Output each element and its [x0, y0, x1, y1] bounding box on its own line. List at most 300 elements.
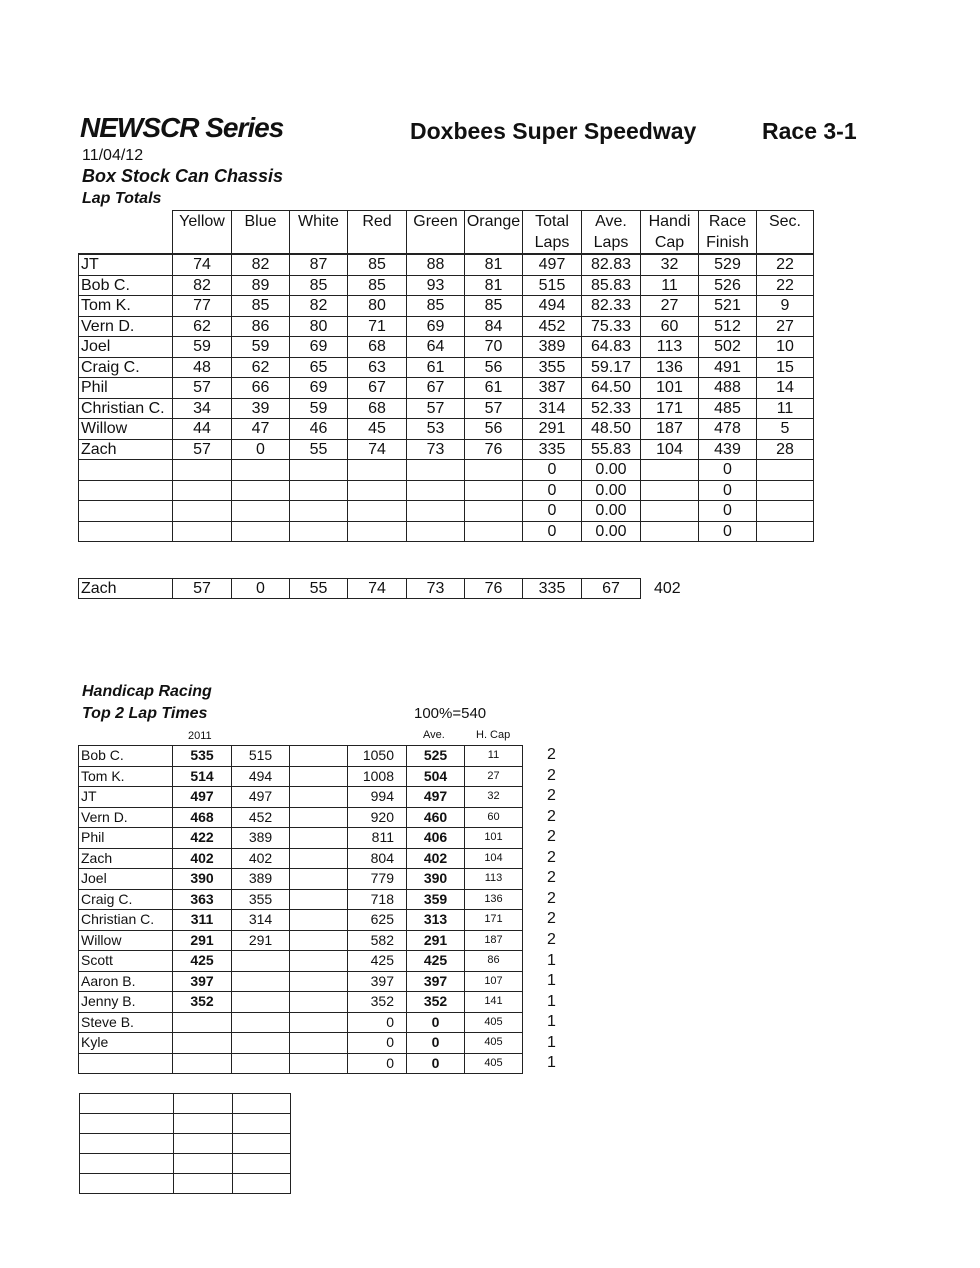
table-cell: [407, 501, 465, 522]
table-cell: 85.83: [582, 275, 641, 296]
table-cell: 389: [232, 869, 290, 890]
table-cell: 390: [407, 869, 465, 890]
col-hcap-label: H. Cap: [476, 729, 511, 741]
table-cell: 81: [465, 254, 523, 275]
header-blank: [79, 211, 173, 255]
table-cell: 82.33: [582, 296, 641, 317]
table-row: [79, 869, 523, 890]
column-header: [582, 211, 641, 255]
table-cell: [407, 460, 465, 481]
table-cell: 68: [348, 337, 407, 358]
table-row: [79, 1053, 523, 1074]
table-cell: 0: [699, 460, 757, 481]
driver-name: Kyle: [79, 1033, 173, 1054]
table-cell: 75.33: [582, 316, 641, 337]
table-row: [80, 1154, 291, 1174]
table-cell: [290, 460, 348, 481]
driver-name: Christian C.: [79, 910, 173, 931]
table-cell: 515: [523, 275, 582, 296]
table-row: [80, 1174, 291, 1194]
column-header-line: Orange: [466, 213, 521, 230]
table-cell: 27: [641, 296, 699, 317]
table-cell: 397: [348, 971, 407, 992]
table-cell: [348, 480, 407, 501]
table-cell: 136: [465, 889, 523, 910]
table-cell: 71: [348, 316, 407, 337]
table-cell: [641, 521, 699, 542]
race-number: Race 3-1: [762, 118, 857, 144]
table-cell: 85: [465, 296, 523, 317]
table-cell: 55: [290, 579, 348, 599]
table-cell: 0: [407, 1033, 465, 1054]
table-cell: [465, 521, 523, 542]
table-row: [79, 378, 814, 399]
table-cell: 76: [465, 439, 523, 460]
table-row: [79, 501, 814, 522]
table-cell: 1050: [348, 746, 407, 767]
driver-name: Tom K.: [79, 296, 173, 317]
table-cell: 0.00: [582, 521, 641, 542]
table-cell: 920: [348, 807, 407, 828]
table-cell: 104: [641, 439, 699, 460]
table-cell: 60: [641, 316, 699, 337]
column-header-line: Green: [413, 213, 458, 230]
table-cell: 171: [641, 398, 699, 419]
table-cell: [290, 746, 348, 767]
table-cell: 402: [407, 848, 465, 869]
column-header-line: Ave.: [595, 213, 627, 230]
table-cell: 87: [290, 254, 348, 275]
driver-name: Scott: [79, 951, 173, 972]
table-cell: [290, 971, 348, 992]
handicap-percent: 100%=540: [414, 705, 487, 722]
table-row: [79, 521, 814, 542]
driver-name: JT: [79, 787, 173, 808]
table-cell: 57: [173, 579, 232, 599]
table-cell: [290, 521, 348, 542]
table-cell: 355: [523, 357, 582, 378]
zach-extra-value: 402: [654, 580, 681, 597]
table-cell: 32: [465, 787, 523, 808]
table-cell: 359: [407, 889, 465, 910]
table-cell: 11: [757, 398, 814, 419]
col-ave-label: Ave.: [423, 729, 445, 741]
table-cell: [290, 807, 348, 828]
race-count: 1: [547, 951, 556, 969]
column-header-line: White: [298, 213, 339, 230]
table-cell: 0.00: [582, 501, 641, 522]
table-cell: 0: [407, 1053, 465, 1074]
table-cell: [290, 1053, 348, 1074]
table-cell: 478: [699, 419, 757, 440]
table-cell: 314: [232, 910, 290, 931]
driver-name: [79, 460, 173, 481]
column-header-line: Total: [535, 213, 569, 230]
header-row: [79, 211, 814, 255]
table-cell: [290, 1033, 348, 1054]
column-header-line: Red: [362, 213, 392, 230]
table-row: [79, 316, 814, 337]
table-cell: 352: [407, 992, 465, 1013]
table-cell: [641, 501, 699, 522]
table-row: [80, 1114, 291, 1134]
table-cell: [173, 1053, 232, 1074]
table-cell: [290, 766, 348, 787]
table-cell: 497: [407, 787, 465, 808]
table-cell: 0.00: [582, 480, 641, 501]
table-cell: 994: [348, 787, 407, 808]
table-cell: 60: [465, 807, 523, 828]
table-row: [80, 1094, 291, 1114]
table-cell: 352: [173, 992, 232, 1013]
column-header: [757, 211, 814, 255]
table-cell: 521: [699, 296, 757, 317]
race-class: Box Stock Can Chassis: [82, 166, 284, 186]
table-cell: [173, 1033, 232, 1054]
table-cell: 535: [173, 746, 232, 767]
table-cell: [173, 1012, 232, 1033]
table-cell: 402: [173, 848, 232, 869]
table-cell: 82: [173, 275, 232, 296]
column-header-line: Handi: [648, 213, 691, 230]
table-cell: 47: [232, 419, 290, 440]
driver-name: Bob C.: [79, 746, 173, 767]
table-cell: 44: [173, 419, 232, 440]
driver-name: Jenny B.: [79, 992, 173, 1013]
race-count: 2: [547, 766, 556, 784]
column-header: [641, 211, 699, 255]
table-row: [79, 275, 814, 296]
table-row: [79, 398, 814, 419]
table-cell: 67: [407, 378, 465, 399]
driver-name: Aaron B.: [79, 971, 173, 992]
table-cell: 582: [348, 930, 407, 951]
race-count: 2: [547, 746, 556, 763]
table-cell: 0: [699, 480, 757, 501]
table-cell: 84: [465, 316, 523, 337]
table-row: [79, 296, 814, 317]
table-cell: 313: [407, 910, 465, 931]
table-cell: 80: [290, 316, 348, 337]
table-cell: [173, 480, 232, 501]
table-cell: 89: [232, 275, 290, 296]
column-header: [465, 211, 523, 255]
column-header-line: Laps: [534, 234, 570, 251]
table-cell: 512: [699, 316, 757, 337]
track-name: Doxbees Super Speedway: [410, 118, 697, 144]
table-cell: 494: [523, 296, 582, 317]
lap-totals-table: [78, 210, 814, 542]
table-cell: [232, 1053, 290, 1074]
table-cell: 291: [232, 930, 290, 951]
race-count: 2: [547, 869, 556, 887]
table-cell: [757, 501, 814, 522]
table-cell: 425: [407, 951, 465, 972]
table-cell: 64.50: [582, 378, 641, 399]
table-cell: 0: [348, 1033, 407, 1054]
table-cell: [290, 848, 348, 869]
table-cell: [465, 480, 523, 501]
table-cell: 67: [582, 579, 641, 599]
table-cell: 0: [699, 501, 757, 522]
race-count: 1: [547, 1033, 556, 1051]
table-row: [79, 419, 814, 440]
race-count: 1: [547, 992, 556, 1010]
table-cell: 0: [232, 439, 290, 460]
driver-name: Christian C.: [79, 398, 173, 419]
table-cell: 69: [407, 316, 465, 337]
table-cell: 77: [173, 296, 232, 317]
table-cell: 69: [290, 337, 348, 358]
race-count: 2: [547, 807, 556, 825]
table-cell: 56: [465, 357, 523, 378]
table-cell: 74: [173, 254, 232, 275]
column-header: [348, 211, 407, 255]
table-cell: [290, 930, 348, 951]
table-cell: 525: [407, 746, 465, 767]
driver-name: Zach: [79, 848, 173, 869]
column-header-line: Cap: [654, 234, 685, 251]
table-cell: 439: [699, 439, 757, 460]
table-cell: 10: [757, 337, 814, 358]
table-cell: 74: [348, 579, 407, 599]
table-cell: 61: [407, 357, 465, 378]
table-cell: 62: [232, 357, 290, 378]
table-cell: 113: [465, 869, 523, 890]
table-cell: 811: [348, 828, 407, 849]
table-cell: 11: [641, 275, 699, 296]
handicap-subtitle: Top 2 Lap Times: [82, 705, 208, 722]
table-cell: 82: [232, 254, 290, 275]
table-cell: 27: [757, 316, 814, 337]
table-cell: 32: [641, 254, 699, 275]
table-cell: 57: [173, 439, 232, 460]
handicap-table: [78, 745, 523, 1074]
table-cell: 491: [699, 357, 757, 378]
table-cell: 425: [348, 951, 407, 972]
table-cell: 74: [348, 439, 407, 460]
column-header: [290, 211, 348, 255]
table-cell: [290, 889, 348, 910]
table-cell: 52.33: [582, 398, 641, 419]
table-cell: 1008: [348, 766, 407, 787]
driver-name: Tom K.: [79, 766, 173, 787]
table-cell: [407, 480, 465, 501]
table-cell: 86: [465, 951, 523, 972]
table-cell: 81: [465, 275, 523, 296]
table-cell: [173, 460, 232, 481]
table-cell: 335: [523, 579, 582, 599]
table-cell: 85: [290, 275, 348, 296]
table-cell: 502: [699, 337, 757, 358]
table-cell: 68: [348, 398, 407, 419]
table-cell: 14: [757, 378, 814, 399]
column-header-line: Laps: [593, 234, 629, 251]
table-cell: 73: [407, 439, 465, 460]
table-cell: [348, 521, 407, 542]
table-cell: [641, 460, 699, 481]
table-cell: [232, 971, 290, 992]
table-cell: 65: [290, 357, 348, 378]
driver-name: [79, 521, 173, 542]
table-cell: 515: [232, 746, 290, 767]
race-count: 2: [547, 889, 556, 907]
table-cell: 136: [641, 357, 699, 378]
column-header: [173, 211, 232, 255]
driver-name: Zach: [79, 439, 173, 460]
table-row: [79, 1012, 523, 1033]
table-cell: 494: [232, 766, 290, 787]
table-cell: 64: [407, 337, 465, 358]
table-cell: 514: [173, 766, 232, 787]
table-cell: 352: [348, 992, 407, 1013]
table-row: [79, 254, 814, 275]
table-cell: [232, 992, 290, 1013]
driver-name: Phil: [79, 828, 173, 849]
table-cell: [641, 480, 699, 501]
table-cell: 141: [465, 992, 523, 1013]
table-cell: [465, 460, 523, 481]
table-cell: 64.83: [582, 337, 641, 358]
table-cell: 57: [407, 398, 465, 419]
table-cell: 625: [348, 910, 407, 931]
table-cell: 85: [407, 296, 465, 317]
table-cell: 69: [290, 378, 348, 399]
table-cell: 57: [173, 378, 232, 399]
table-cell: 101: [641, 378, 699, 399]
table-cell: 55.83: [582, 439, 641, 460]
table-cell: 11: [465, 746, 523, 767]
table-cell: 389: [523, 337, 582, 358]
table-row: [79, 828, 523, 849]
table-cell: 497: [173, 787, 232, 808]
table-cell: 93: [407, 275, 465, 296]
table-cell: 291: [407, 930, 465, 951]
table-cell: 422: [173, 828, 232, 849]
driver-name: Craig C.: [79, 889, 173, 910]
table-cell: [290, 992, 348, 1013]
handicap-title: Handicap Racing: [82, 683, 212, 700]
column-header-line: Race: [708, 213, 747, 230]
table-cell: 59: [173, 337, 232, 358]
column-header: [407, 211, 465, 255]
table-cell: 425: [173, 951, 232, 972]
table-cell: [290, 910, 348, 931]
table-cell: 335: [523, 439, 582, 460]
table-cell: [348, 501, 407, 522]
driver-name: Vern D.: [79, 807, 173, 828]
table-cell: [290, 828, 348, 849]
col-2011-label: 2011: [188, 730, 212, 742]
column-header-line: Blue: [244, 213, 277, 230]
table-cell: 363: [173, 889, 232, 910]
table-row: [79, 889, 523, 910]
table-cell: 61: [465, 378, 523, 399]
table-cell: [232, 480, 290, 501]
zach-recalc-table: [78, 578, 641, 599]
table-cell: 485: [699, 398, 757, 419]
race-count: 2: [547, 930, 556, 948]
table-cell: 718: [348, 889, 407, 910]
table-cell: 27: [465, 766, 523, 787]
driver-name: Zach: [79, 579, 173, 599]
table-cell: 402: [232, 848, 290, 869]
table-cell: 452: [523, 316, 582, 337]
table-row: [79, 910, 523, 931]
table-cell: 387: [523, 378, 582, 399]
table-cell: 76: [465, 579, 523, 599]
table-cell: 28: [757, 439, 814, 460]
table-cell: 389: [232, 828, 290, 849]
table-cell: [290, 869, 348, 890]
table-row: [79, 460, 814, 481]
table-row: [79, 439, 814, 460]
column-header-line: Finish: [706, 234, 749, 251]
table-cell: 460: [407, 807, 465, 828]
race-count: 2: [547, 910, 556, 928]
table-cell: 0: [523, 480, 582, 501]
table-cell: 0: [232, 579, 290, 599]
table-cell: 405: [465, 1053, 523, 1074]
table-cell: [757, 460, 814, 481]
table-cell: 48.50: [582, 419, 641, 440]
driver-name: Joel: [79, 337, 173, 358]
table-cell: 187: [465, 930, 523, 951]
table-cell: 0: [348, 1053, 407, 1074]
race-count: 2: [547, 787, 556, 805]
driver-name: [79, 480, 173, 501]
table-cell: 53: [407, 419, 465, 440]
table-cell: [232, 951, 290, 972]
table-cell: 82.83: [582, 254, 641, 275]
driver-name: [79, 501, 173, 522]
race-count: 2: [547, 828, 556, 846]
table-cell: [290, 1012, 348, 1033]
table-cell: [348, 460, 407, 481]
table-cell: 504: [407, 766, 465, 787]
table-cell: [232, 460, 290, 481]
table-row: [79, 951, 523, 972]
table-cell: 101: [465, 828, 523, 849]
column-header: [699, 211, 757, 255]
table-row: [79, 357, 814, 378]
table-cell: 355: [232, 889, 290, 910]
table-row: [79, 848, 523, 869]
race-count: 1: [547, 1013, 556, 1031]
table-cell: [173, 501, 232, 522]
table-cell: 497: [232, 787, 290, 808]
table-cell: 88: [407, 254, 465, 275]
table-row: [79, 992, 523, 1013]
table-cell: [232, 521, 290, 542]
driver-name: JT: [79, 254, 173, 275]
table-cell: 56: [465, 419, 523, 440]
table-cell: 104: [465, 848, 523, 869]
driver-name: Phil: [79, 378, 173, 399]
table-cell: 46: [290, 419, 348, 440]
table-cell: 22: [757, 254, 814, 275]
table-cell: 9: [757, 296, 814, 317]
table-cell: 488: [699, 378, 757, 399]
table-cell: 405: [465, 1033, 523, 1054]
table-cell: 526: [699, 275, 757, 296]
table-cell: 85: [348, 254, 407, 275]
column-header-line: Yellow: [179, 213, 225, 230]
table-cell: 59: [232, 337, 290, 358]
table-row: [79, 971, 523, 992]
table-cell: 62: [173, 316, 232, 337]
column-header-line: Sec.: [768, 213, 801, 230]
